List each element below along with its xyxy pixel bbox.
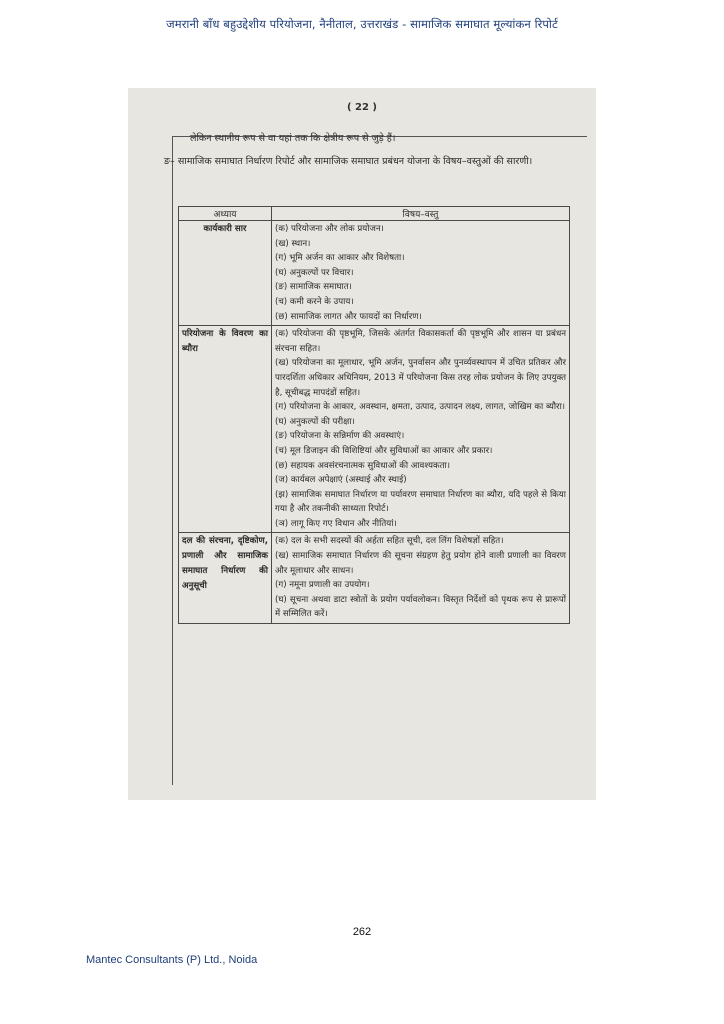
list-item: (घ) सूचना अथवा डाटा स्त्रोतों के प्रयोग पर्यावलोकन। विस्तृत निर्देशों को पृथक रूप से प्रारूपों में सम्मिलित करें। (275, 594, 566, 620)
list-item: (ङ) परियोजना के सन्निर्माण की अवस्थाएं। (275, 431, 405, 442)
list-item: (ग) भूमि अर्जन का आकार और विशेषता। (275, 253, 405, 264)
list-item: (ग) परियोजना के आकार, अवस्थान, क्षमता, उत्पाद, उत्पादन लक्ष्य, लागत, जोखिम का ब्यौरा। (275, 402, 566, 413)
list-item: (घ) अनुकल्पों की परीक्षा। (275, 416, 355, 427)
table-row (179, 326, 570, 533)
page-number: 262 (352, 926, 372, 938)
list-item: (क) दल के सभी सदस्यों की अर्हता सहित सूची, दल लिंग विशेषज्ञों सहित। (275, 536, 504, 547)
intro-line: लेकिन स्थानीय रूप से वा यहां तक कि क्षेत्रीय रूप से जुड़े हैं। (190, 133, 396, 144)
table-header-row (179, 207, 570, 221)
chapter-cell: कार्यकारी सार (179, 221, 272, 326)
chapter-cell: परियोजना के विवरण का ब्यौरा (179, 326, 272, 533)
list-item: (ख) परियोजना का मूलाधार, भूमि अर्जन, पुनर्वासन और पुनर्व्यवस्थापन में उचित प्रतिकर और पारदर्शिता अधिकार अधिनियम, 2013 में परियोजना किस तरह लोक प्रयोजन के लिए उपयुक्त है, सूचीबद्ध मापदंडों सहित। (275, 358, 566, 398)
section-heading: ङ– सामाजिक समाघात निर्धारण रिपोर्ट और सामाजिक समाघात प्रबंधन योजना के विषय–वस्तुओं की सारणी। (164, 156, 533, 167)
list-item: (ज) कार्यबल अपेक्षाएं (अस्थाई और स्थाई) (275, 475, 407, 486)
header-subject: विषय–वस्तु (272, 207, 570, 221)
list-item: (ग) नमूना प्रणाली का उपयोग। (275, 580, 370, 591)
table-row (179, 533, 570, 624)
list-item: (छ) सामाजिक लागत और फायदों का निर्धारण। (275, 311, 422, 322)
subject-cell (272, 326, 570, 533)
list-item: (ञ) लागू किए गए विधान और नीतियां। (275, 518, 397, 529)
subject-cell (272, 533, 570, 624)
list-item: (क) परियोजना की पृष्ठभूमि, जिसके अंतर्गत विकासकर्ता की पृष्ठभूमि और शासन या प्रबंधन संरचना सहित। (275, 329, 566, 354)
list-item: (घ) अनुकल्पों पर विचार। (275, 267, 354, 278)
chapter-cell: दल की संरचना, दृष्टिकोण, प्रणाली और सामाजिक समाघात निर्धारण की अनुसूची (179, 533, 272, 624)
list-item: (ख) सामाजिक समाघात निर्धारण की सूचना संग्रहण हेतु प्रयोग होने वाली प्रणाली का विवरण और मूलाधार और साधन। (275, 551, 566, 576)
list-item: (ख) स्थान। (275, 238, 311, 249)
scanned-page-image (128, 88, 596, 800)
list-item: (च) मूल डिजाइन की विशिष्टियां और सुविधाओं का आकार और प्रकार। (275, 445, 493, 456)
list-item: (क) परियोजना और लोक प्रयोजन। (275, 224, 384, 234)
list-item: (ङ) सामाजिक समाघात। (275, 282, 352, 293)
table-row (179, 221, 570, 326)
list-item: (च) कमी करने के उपाय। (275, 296, 354, 307)
contents-table (178, 206, 570, 624)
footer-company-name: Mantec Consultants (P) Ltd., Noida (86, 954, 258, 966)
list-item: (छ) सहायक अवसंरचनात्मक सुविधाओं की आवश्यकता। (275, 460, 450, 471)
list-item: (झ) सामाजिक समाघात निर्धारण या पर्यावरण समाघात निर्धारण का ब्यौरा, यदि पहले से किया गया है और तकनीकी साध्यता रिपोर्ट। (275, 489, 566, 515)
subject-cell (272, 221, 570, 326)
scan-page-number: ( 22 ) (346, 102, 378, 113)
report-header-title: जमरानी बाँध बहुउद्देशीय परियोजना, नैनीताल, उत्तराखंड - सामाजिक समाघात मूल्यांकन रिपोर्ट (166, 17, 558, 31)
header-chapter: अध्याय (179, 207, 272, 221)
